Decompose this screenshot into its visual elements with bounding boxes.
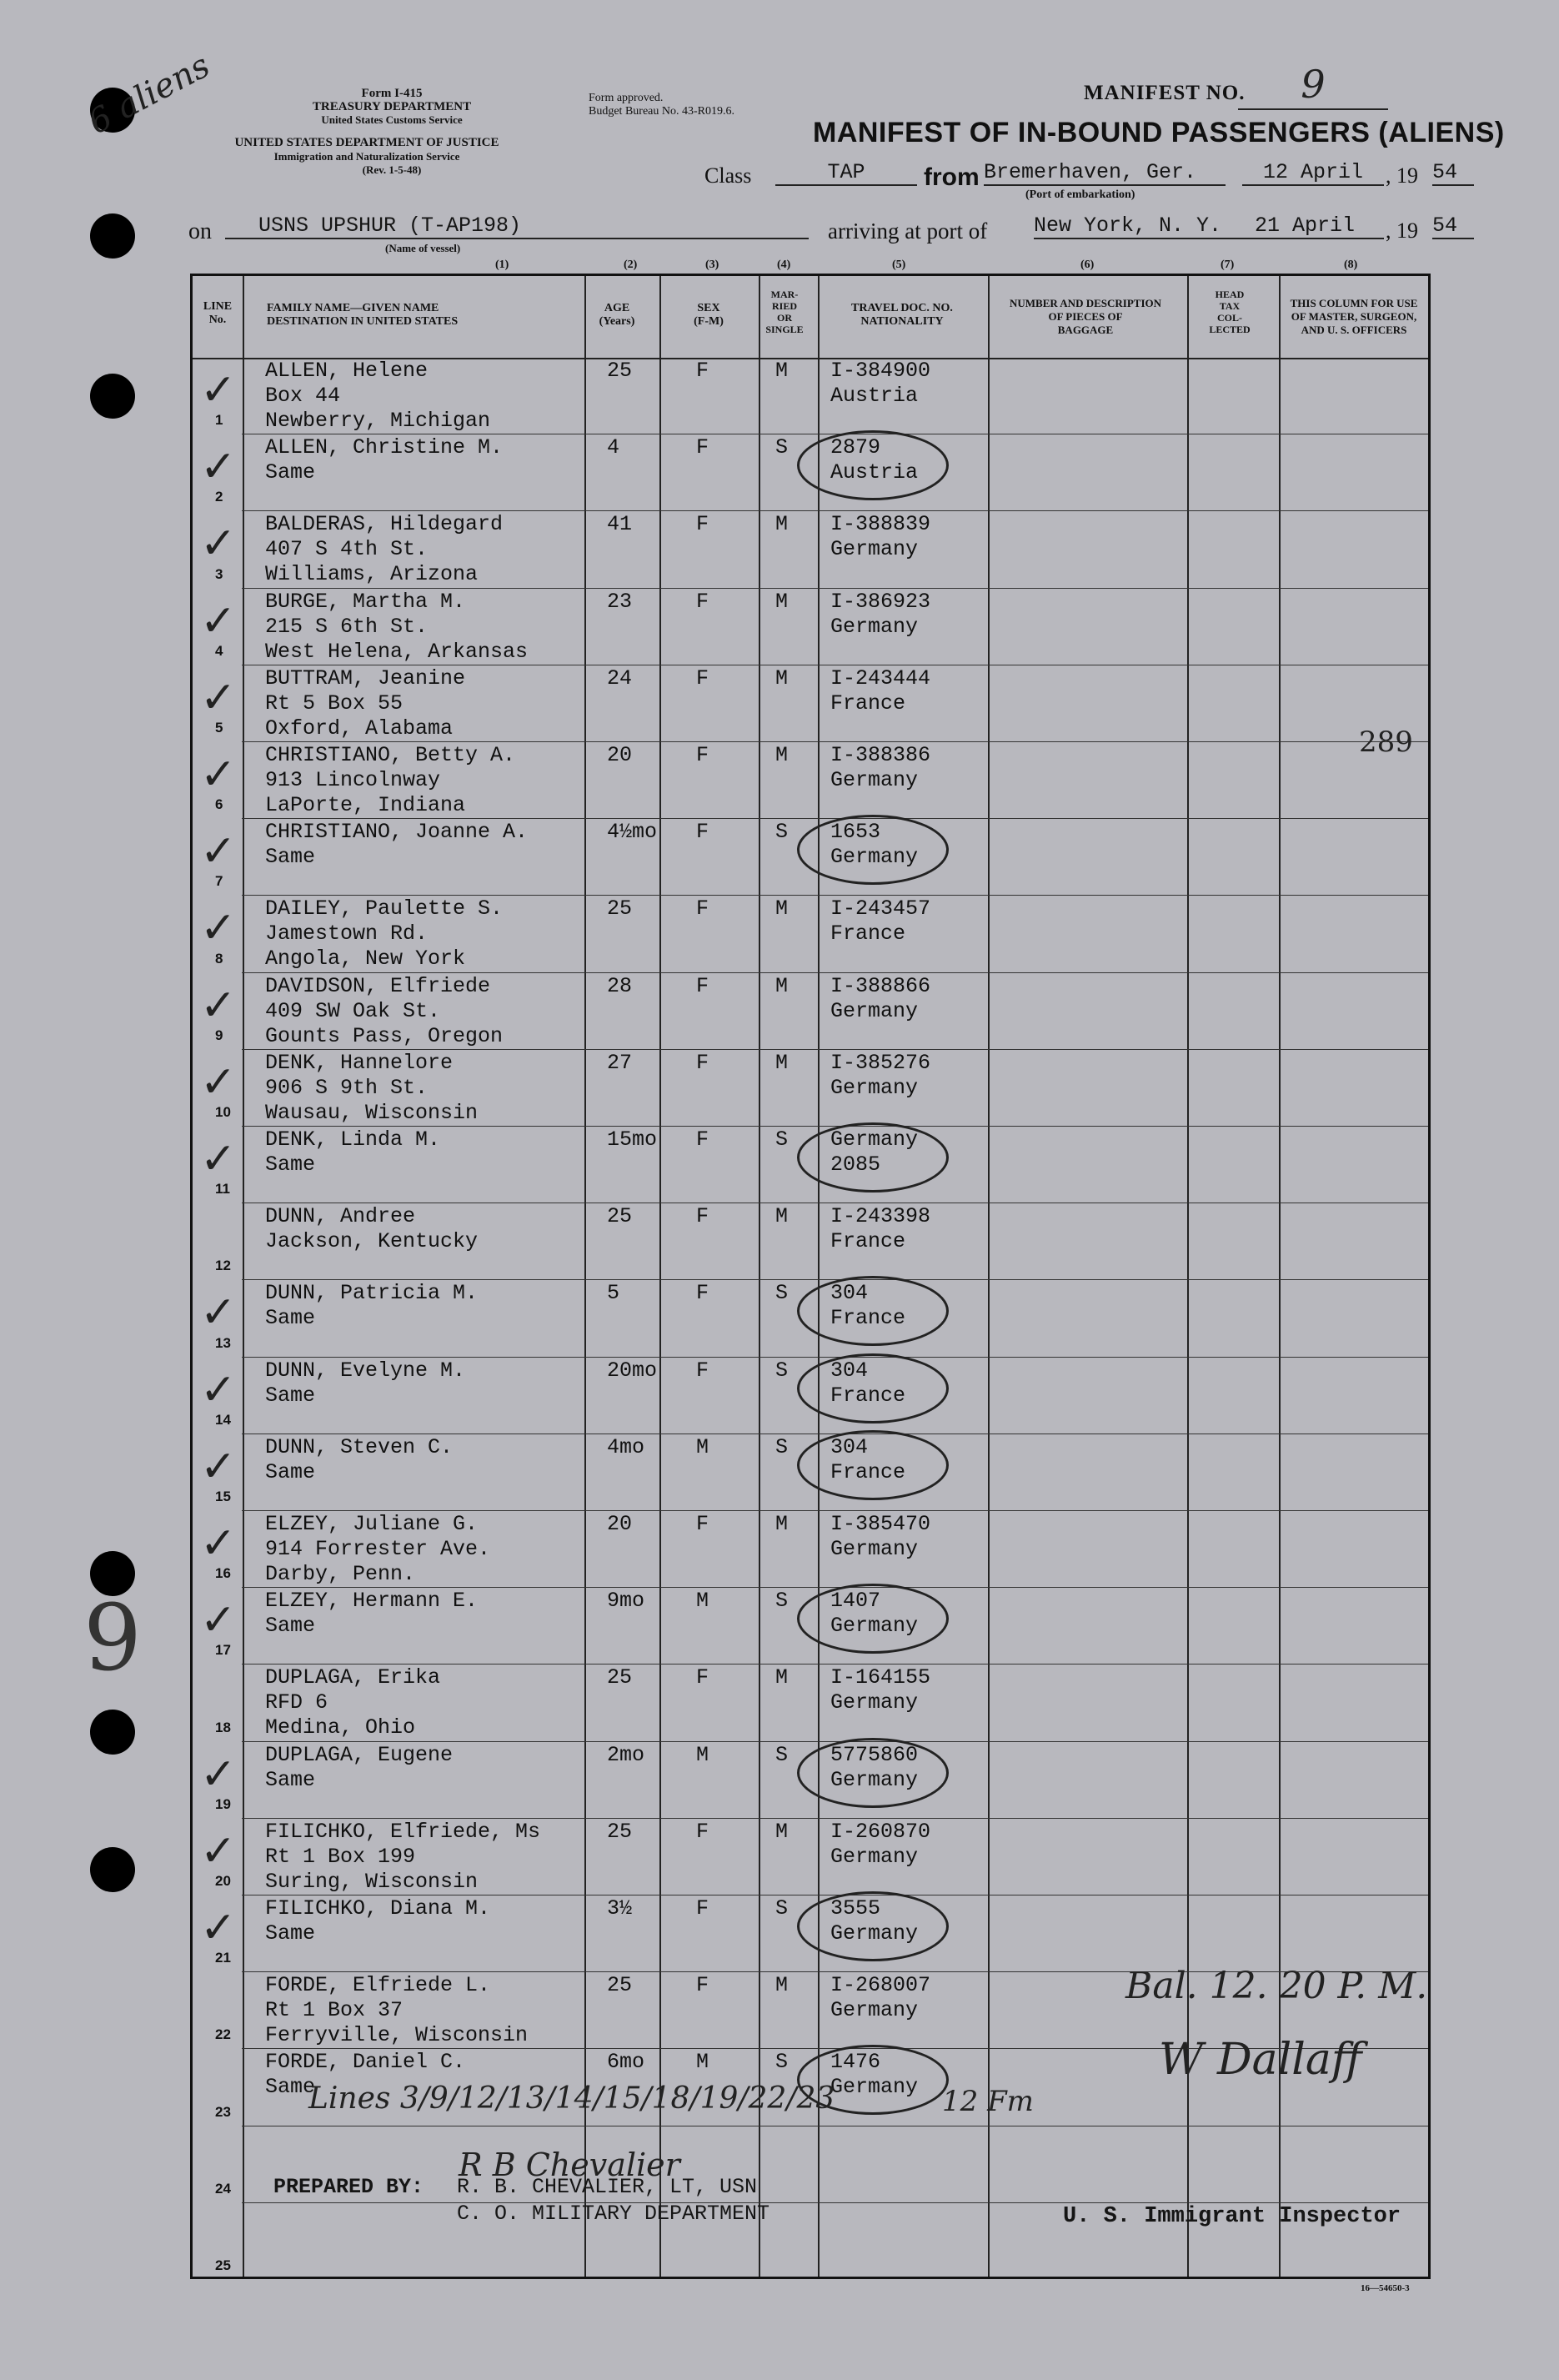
travel-doc-no: 304 <box>830 1358 869 1383</box>
age: 25 <box>607 1973 633 1998</box>
nationality: Germany <box>830 998 919 1023</box>
age: 41 <box>607 512 633 537</box>
manifest-no-label: MANIFEST NO. <box>1084 82 1246 104</box>
marital-status: M <box>775 743 789 767</box>
destination-line: Same <box>265 1614 316 1639</box>
destination-line: Same <box>265 460 316 485</box>
line-number: 10 <box>215 1104 231 1120</box>
inspector-signature: W Dallaff <box>1159 2035 1362 2085</box>
col-num: (6) <box>1080 259 1095 271</box>
destination-line: Same <box>265 1306 316 1331</box>
age: 20 <box>607 743 633 767</box>
line-number: 14 <box>215 1411 231 1428</box>
travel-doc-no: I-388386 <box>830 743 931 767</box>
destination-line: Same <box>265 845 316 870</box>
nationality: France <box>830 1459 906 1484</box>
checkmark-icon: ✓ <box>200 1749 237 1800</box>
nationality: Germany <box>830 2075 919 2100</box>
passenger-name: CHRISTIANO, Betty A. <box>265 743 516 767</box>
circled-doc-mark <box>797 1584 949 1654</box>
line-number: 13 <box>215 1334 231 1351</box>
line-number: 4 <box>215 642 223 659</box>
vessel-name: USNS UPSHUR (T-AP198) <box>225 213 809 239</box>
checkmark-icon: ✓ <box>200 1057 237 1107</box>
treasury-dept: TREASURY DEPARTMENT <box>312 100 472 113</box>
nationality: Germany <box>830 1075 919 1100</box>
checkmark-icon: ✓ <box>200 1364 237 1415</box>
line-number: 2 <box>215 489 223 505</box>
manifest-title: MANIFEST OF IN-BOUND PASSENGERS (ALIENS) <box>813 117 1505 148</box>
nationality: Germany <box>830 1537 919 1561</box>
col-divider <box>818 276 820 2277</box>
line-number: 6 <box>215 796 223 813</box>
from-label: from <box>924 163 980 191</box>
handwritten-lines-note: Lines 3/9/12/13/14/15/18/19/22/23 <box>308 2081 835 2116</box>
marital-status: S <box>775 1281 789 1306</box>
age: 5 <box>607 1281 620 1306</box>
marital-status: M <box>775 1973 789 1998</box>
marital-status: M <box>775 359 789 383</box>
destination-line: Same <box>265 1767 316 1792</box>
nationality: Germany <box>830 1767 919 1792</box>
passenger-name: ELZEY, Hermann E. <box>265 1589 479 1614</box>
sex: F <box>696 512 709 537</box>
destination-line: LaPorte, Indiana <box>265 793 466 817</box>
destination-line: 913 Lincolnway <box>265 768 441 792</box>
nationality: France <box>830 1383 906 1408</box>
age: 25 <box>607 1819 633 1844</box>
line-number: 22 <box>215 2026 231 2043</box>
sex: F <box>696 1512 709 1536</box>
passenger-name: FILICHKO, Elfriede, Ms <box>265 1819 541 1844</box>
marital-status: M <box>775 1204 789 1229</box>
col-head-sex: SEX (F-M) <box>694 302 724 328</box>
destination-line: Medina, Ohio <box>265 1715 416 1740</box>
age: 9mo <box>607 1589 645 1614</box>
line-number: 15 <box>215 1489 231 1504</box>
destination-line: Newberry, Michigan <box>265 409 491 433</box>
prepared-by-label: PREPARED BY: <box>273 2175 424 2199</box>
destination-line: 409 SW Oak St. <box>265 998 441 1023</box>
col-head-married: MAR- RIED OR SINGLE <box>765 289 804 335</box>
handwritten-twelve: 12 Fm <box>942 2085 1034 2118</box>
passenger-name: DENK, Hannelore <box>265 1050 454 1075</box>
sex: M <box>696 2050 709 2075</box>
marital-status: S <box>775 1896 789 1921</box>
age: 23 <box>607 589 633 614</box>
passenger-name: DUNN, Patricia M. <box>265 1281 479 1306</box>
col-num: (5) <box>892 259 906 271</box>
from-year: 54 <box>1432 160 1474 186</box>
destination-line: Jackson, Kentucky <box>265 1229 479 1254</box>
checkmark-icon: ✓ <box>200 1903 237 1953</box>
nationality: Germany <box>830 537 919 562</box>
sex: F <box>696 1127 709 1152</box>
destination-line: Rt 5 Box 55 <box>265 690 404 716</box>
age: 20 <box>607 1512 633 1536</box>
marital-status: S <box>775 820 789 845</box>
col-num: (8) <box>1344 259 1358 271</box>
punch-hole <box>90 213 135 259</box>
nationality: France <box>830 921 906 946</box>
line-number: 12 <box>215 1258 231 1274</box>
col-head-line: LINE No. <box>203 300 233 326</box>
destination-line: Rt 1 Box 37 <box>265 1998 404 2023</box>
marital-status: S <box>775 1589 789 1614</box>
circled-doc-mark <box>797 1738 949 1808</box>
row-divider <box>242 2202 1428 2203</box>
travel-doc-no: 5775860 <box>830 1742 919 1767</box>
marital-status: M <box>775 1050 789 1075</box>
prepared-by-line2: C. O. MILITARY DEPARTMENT <box>457 2202 770 2226</box>
destination-line: Same <box>265 2075 316 2100</box>
class-label: Class <box>704 163 752 188</box>
arrival-year: 54 <box>1432 213 1474 239</box>
travel-doc-no: 2879 <box>830 435 881 460</box>
age: 2mo <box>607 1742 645 1767</box>
passenger-name: FORDE, Daniel C. <box>265 2050 466 2075</box>
age: 25 <box>607 359 633 383</box>
travel-doc-no: I-385276 <box>830 1050 931 1075</box>
form-approved: Form approved. <box>589 92 664 104</box>
marital-status: M <box>775 1665 789 1690</box>
line-number: 1 <box>215 412 223 429</box>
sex: F <box>696 1896 709 1921</box>
travel-doc-no: I-385470 <box>830 1512 931 1536</box>
destination-line: Wausau, Wisconsin <box>265 1100 479 1125</box>
line-number: 21 <box>215 1950 231 1966</box>
customs-service: United States Customs Service <box>321 113 463 126</box>
checkmark-icon: ✓ <box>200 1288 237 1338</box>
checkmark-icon: ✓ <box>200 595 237 646</box>
checkmark-icon: ✓ <box>200 1825 237 1876</box>
sex: F <box>696 973 709 998</box>
arrival-year-prefix: , 19 <box>1386 218 1418 243</box>
passenger-name: DAILEY, Paulette S. <box>265 896 504 921</box>
destination-line: Jamestown Rd. <box>265 921 429 946</box>
passenger-name: FILICHKO, Diana M. <box>265 1896 491 1921</box>
line-number: 11 <box>215 1181 230 1198</box>
circled-doc-mark <box>797 1430 949 1500</box>
handwritten-bal: Bal. 12. 20 P. M. <box>1125 1965 1428 2007</box>
destination-line: RFD 6 <box>265 1690 328 1715</box>
destination-line: Suring, Wisconsin <box>265 1869 479 1894</box>
checkmark-icon: ✓ <box>200 903 237 954</box>
class-value: TAP <box>775 160 917 186</box>
col-head-officers: THIS COLUMN FOR USE OF MASTER, SURGEON, AND U. S. OFFICERS <box>1290 297 1418 336</box>
chevalier-signature: R B Chevalier <box>459 2147 680 2183</box>
travel-doc-no: I-243398 <box>830 1204 931 1229</box>
destination-line: West Helena, Arkansas <box>265 639 529 664</box>
passenger-name: BURGE, Martha M. <box>265 589 466 614</box>
from-year-prefix: , 19 <box>1386 163 1418 188</box>
circled-doc-mark <box>797 1353 949 1423</box>
sex: F <box>696 1665 709 1690</box>
passenger-name: CHRISTIANO, Joanne A. <box>265 820 529 845</box>
checkmark-icon: ✓ <box>200 750 237 800</box>
line-number: 7 <box>215 873 223 890</box>
nationality: Austria <box>830 384 919 408</box>
sex: F <box>696 1281 709 1306</box>
punch-hole <box>90 1847 135 1892</box>
destination-line: Rt 1 Box 199 <box>265 1844 416 1869</box>
checkmark-icon: ✓ <box>200 365 237 415</box>
line-number: 5 <box>215 720 223 736</box>
col-divider <box>759 276 760 2277</box>
circled-doc-mark <box>797 430 949 500</box>
revision: (Rev. 1-5-48) <box>362 163 422 176</box>
handwritten-corner-note: 6 aliens <box>82 46 217 143</box>
col-divider <box>243 276 244 2277</box>
officer-note: 289 <box>1359 726 1413 759</box>
sex: F <box>696 1050 709 1075</box>
destination-line: Oxford, Alabama <box>265 716 454 741</box>
marital-status: M <box>775 973 789 998</box>
circled-doc-mark <box>797 1891 949 1961</box>
col-divider <box>584 276 586 2277</box>
col-num: (4) <box>777 259 791 271</box>
form-code: 16—54650-3 <box>1361 2283 1410 2293</box>
age: 3½ <box>607 1896 633 1921</box>
checkmark-icon: ✓ <box>200 1595 237 1646</box>
checkmark-icon: ✓ <box>200 519 237 570</box>
line-number: 9 <box>215 1027 223 1043</box>
arrival-date: 21 April <box>1226 213 1384 239</box>
form-number: Form I-415 <box>361 87 423 100</box>
arrival-port: New York, N. Y. <box>1034 213 1226 239</box>
nationality: Germany <box>830 1614 919 1639</box>
passenger-name: DUPLAGA, Eugene <box>265 1742 454 1767</box>
marital-status: M <box>775 1512 789 1536</box>
age: 4½mo <box>607 820 658 845</box>
marital-status: M <box>775 896 789 921</box>
passenger-name: FORDE, Elfriede L. <box>265 1973 491 1998</box>
destination-line: Same <box>265 1459 316 1484</box>
age: 15mo <box>607 1127 658 1152</box>
destination-line: Same <box>265 1152 316 1177</box>
travel-doc-no: I-164155 <box>830 1665 931 1690</box>
travel-doc-no: Germany <box>830 1127 919 1152</box>
checkmark-icon: ✓ <box>200 1441 237 1492</box>
line-number: 20 <box>215 1873 231 1889</box>
col-num: (2) <box>624 259 638 271</box>
marital-status: S <box>775 1358 789 1383</box>
destination-line: 906 S 9th St. <box>265 1075 429 1100</box>
travel-doc-no: I-384900 <box>830 359 931 383</box>
checkmark-icon: ✓ <box>200 1134 237 1184</box>
passenger-name: ALLEN, Helene <box>265 359 429 383</box>
prepared-by-line1: R. B. CHEVALIER, LT, USN <box>457 2175 758 2199</box>
destination-line: Angola, New York <box>265 946 466 972</box>
marital-status: S <box>775 2050 789 2075</box>
age: 24 <box>607 665 633 690</box>
marital-status: M <box>775 665 789 690</box>
passenger-name: DUPLAGA, Erika <box>265 1665 441 1690</box>
punch-hole <box>90 1710 135 1755</box>
justice-dept: UNITED STATES DEPARTMENT OF JUSTICE <box>234 136 499 149</box>
marital-status: M <box>775 1819 789 1844</box>
sex: F <box>696 896 709 921</box>
sex: M <box>696 1434 709 1459</box>
passenger-name: BALDERAS, Hildegard <box>265 512 504 537</box>
age: 25 <box>607 896 633 921</box>
passenger-name: DUNN, Evelyne M. <box>265 1358 466 1383</box>
destination-line: Williams, Arizona <box>265 562 479 587</box>
checkmark-icon: ✓ <box>200 826 237 877</box>
port-of-embarkation-caption: (Port of embarkation) <box>1025 188 1135 201</box>
nationality: Germany <box>830 845 919 870</box>
circled-doc-mark <box>797 1276 949 1346</box>
marital-status: S <box>775 1127 789 1152</box>
sex: F <box>696 435 709 460</box>
marital-status: S <box>775 1742 789 1767</box>
budget-bureau: Budget Bureau No. 43-R019.6. <box>589 105 734 118</box>
destination-line: 215 S 6th St. <box>265 614 429 639</box>
line-number: 24 <box>215 2180 231 2197</box>
checkmark-icon: ✓ <box>200 1519 237 1569</box>
line-number: 18 <box>215 1719 231 1735</box>
sex: F <box>696 820 709 845</box>
arriving-label: arriving at port of <box>828 218 988 244</box>
ins-service: Immigration and Naturalization Service <box>273 150 460 163</box>
sex: F <box>696 1204 709 1229</box>
passenger-name: DENK, Linda M. <box>265 1127 441 1152</box>
col-head-headtax: HEAD TAX COL- LECTED <box>1209 289 1251 335</box>
travel-doc-no: I-243444 <box>830 665 931 690</box>
inspector-label: U. S. Immigrant Inspector <box>1063 2204 1401 2229</box>
destination-line: Ferryville, Wisconsin <box>265 2023 529 2048</box>
destination-line: Same <box>265 1921 316 1946</box>
circled-doc-mark <box>797 1122 949 1193</box>
line-number: 23 <box>215 2103 231 2120</box>
sex: F <box>696 743 709 767</box>
manifest-no-value: 9 <box>1238 62 1388 110</box>
col-head-baggage: NUMBER AND DESCRIPTION OF PIECES OF BAGGAGE <box>1009 297 1162 336</box>
sex: F <box>696 589 709 614</box>
travel-doc-no: 304 <box>830 1434 869 1459</box>
nationality: 2085 <box>830 1152 881 1177</box>
nationality: Germany <box>830 1844 919 1869</box>
line-number: 3 <box>215 565 223 582</box>
col-divider <box>988 276 990 2277</box>
line-number: 25 <box>215 2257 231 2273</box>
age: 25 <box>607 1204 633 1229</box>
col-num: (3) <box>705 259 719 271</box>
age: 28 <box>607 973 633 998</box>
col-divider <box>659 276 661 2277</box>
sex: F <box>696 1819 709 1844</box>
nationality: Austria <box>830 460 919 485</box>
nationality: France <box>830 1229 906 1254</box>
passenger-name: BUTTRAM, Jeanine <box>265 665 466 690</box>
age: 4 <box>607 435 620 460</box>
travel-doc-no: 1653 <box>830 820 881 845</box>
travel-doc-no: 1476 <box>830 2050 881 2075</box>
sex: M <box>696 1742 709 1767</box>
marital-status: M <box>775 512 789 537</box>
punch-hole <box>90 374 135 419</box>
travel-doc-no: 1407 <box>830 1589 881 1614</box>
line-number: 17 <box>215 1642 231 1659</box>
checkmark-icon: ✓ <box>200 672 237 723</box>
sex: F <box>696 665 709 690</box>
sex: M <box>696 1589 709 1614</box>
marital-status: S <box>775 435 789 460</box>
travel-doc-no: I-243457 <box>830 896 931 921</box>
nationality: Germany <box>830 768 919 792</box>
marital-status: M <box>775 589 789 614</box>
checkmark-icon: ✓ <box>200 442 237 493</box>
travel-doc-no: 304 <box>830 1281 869 1306</box>
vessel-caption: (Name of vessel) <box>385 242 461 254</box>
destination-line: Same <box>265 1383 316 1408</box>
col-num: (1) <box>495 259 509 271</box>
destination-line: 407 S 4th St. <box>265 537 429 562</box>
line-number: 8 <box>215 950 223 967</box>
line-number: 19 <box>215 1795 231 1812</box>
travel-doc-no: I-388839 <box>830 512 931 537</box>
age: 25 <box>607 1665 633 1690</box>
age: 4mo <box>607 1434 645 1459</box>
circled-doc-mark <box>797 815 949 885</box>
destination-line: Darby, Penn. <box>265 1562 416 1586</box>
travel-doc-no: I-388866 <box>830 973 931 998</box>
passenger-name: ELZEY, Juliane G. <box>265 1512 479 1536</box>
nationality: Germany <box>830 614 919 639</box>
travel-doc-no: I-386923 <box>830 589 931 614</box>
age: 27 <box>607 1050 633 1075</box>
col-head-travel: TRAVEL DOC. NO. NATIONALITY <box>851 302 953 328</box>
sex: F <box>696 1358 709 1383</box>
passenger-name: DUNN, Andree <box>265 1204 416 1229</box>
nationality: Germany <box>830 1690 919 1715</box>
travel-doc-no: I-268007 <box>830 1973 931 1998</box>
sex: F <box>696 1973 709 1998</box>
col-head-name: FAMILY NAME—GIVEN NAME DESTINATION IN UNITED STATES <box>267 302 459 328</box>
col-num: (7) <box>1221 259 1235 271</box>
from-date: 12 April <box>1242 160 1384 186</box>
checkmark-icon: ✓ <box>200 980 237 1031</box>
from-port: Bremerhaven, Ger. <box>984 160 1226 186</box>
passenger-name: DAVIDSON, Elfriede <box>265 973 491 998</box>
age: 20mo <box>607 1358 658 1383</box>
sex: F <box>696 359 709 383</box>
nationality: France <box>830 1306 906 1331</box>
travel-doc-no: I-260870 <box>830 1819 931 1844</box>
line-number: 16 <box>215 1565 231 1582</box>
age: 6mo <box>607 2050 645 2075</box>
destination-line: Gounts Pass, Oregon <box>265 1023 504 1048</box>
passenger-name: ALLEN, Christine M. <box>265 435 504 460</box>
col-head-age: AGE (Years) <box>599 302 635 328</box>
destination-line: 914 Forrester Ave. <box>265 1537 491 1561</box>
on-label: on <box>188 218 212 244</box>
handwritten-margin-nine: 9 <box>83 1584 142 1691</box>
marital-status: S <box>775 1434 789 1459</box>
destination-line: Box 44 <box>265 384 341 408</box>
nationality: Germany <box>830 1921 919 1946</box>
passenger-name: DUNN, Steven C. <box>265 1434 454 1459</box>
nationality: Germany <box>830 1998 919 2023</box>
nationality: France <box>830 690 906 716</box>
travel-doc-no: 3555 <box>830 1896 881 1921</box>
